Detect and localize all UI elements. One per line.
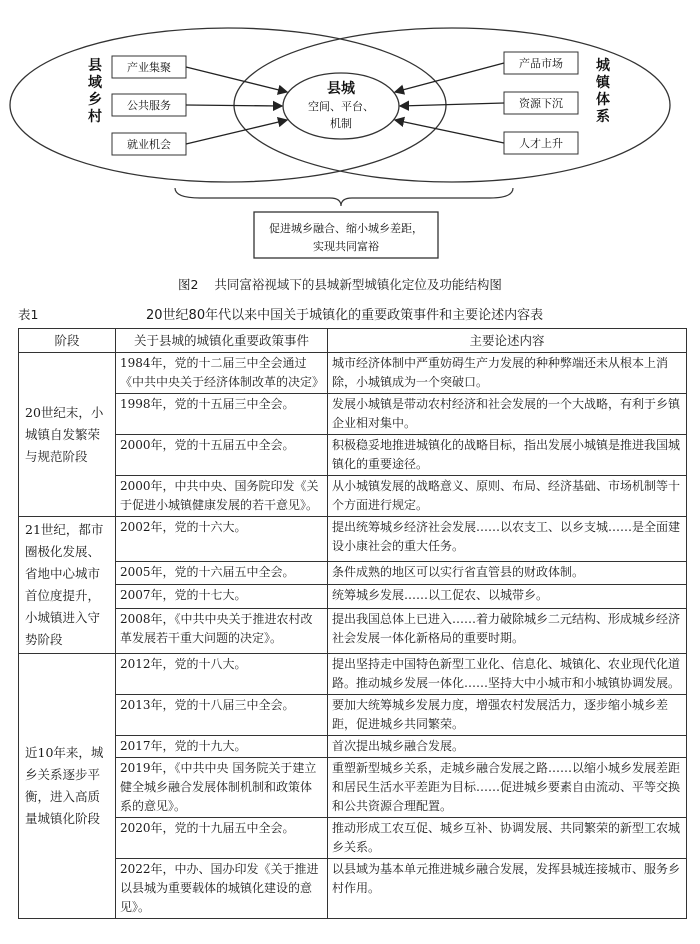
content-cell: 城市经济体制中严重妨碍生产力发展的种种弊端还未从根本上消除，小城镇成为一个突破口。 — [328, 353, 687, 394]
arrow-left-1 — [186, 67, 287, 92]
county-town-structure-diagram — [0, 0, 700, 290]
event-cell: 2017年，党的十九大。 — [116, 736, 328, 758]
table-row — [19, 654, 687, 695]
center-sub1: 空间、平台、 — [308, 100, 374, 113]
content-cell: 首次提出城乡融合发展。 — [328, 736, 687, 758]
table-row — [19, 517, 687, 562]
content-cell: 以县域为基本单元推进城乡融合发展，发挥县城连接城市、服务乡村作用。 — [328, 859, 687, 919]
right-box-1-label: 产品市场 — [519, 57, 563, 70]
arrow-right-3 — [395, 120, 504, 143]
table-row — [19, 818, 687, 859]
table-row — [19, 859, 687, 919]
arrow-right-2 — [400, 103, 504, 106]
event-cell: 2007年，党的十七大。 — [116, 585, 328, 609]
table-row — [19, 561, 687, 585]
figure-number: 图2 — [178, 277, 199, 292]
event-cell: 2012年，党的十八大。 — [116, 654, 328, 695]
right-box-3-label: 人才上升 — [519, 137, 563, 150]
center-title: 县城 — [327, 81, 355, 97]
event-cell: 1998年，党的十五届三中全会。 — [116, 394, 328, 435]
event-cell: 2002年，党的十六大。 — [116, 517, 328, 562]
center-sub2: 机制 — [330, 117, 352, 130]
event-cell: 2008年，《中共中央关于推进农村改革发展若干重大问题的决定》。 — [116, 609, 328, 654]
arrow-left-2 — [186, 105, 282, 106]
table-row — [19, 695, 687, 736]
table-row — [19, 394, 687, 435]
stage-cell: 20世纪末，小城镇自发繁荣与规范阶段 — [19, 353, 116, 517]
table-row — [19, 435, 687, 476]
event-cell: 1984年，党的十二届三中全会通过《中共中央关于经济体制改革的决定》 — [116, 353, 328, 394]
table-row — [19, 476, 687, 517]
content-cell: 条件成熟的地区可以实行省直管县的财政体制。 — [328, 561, 687, 585]
left-box-2-label: 公共服务 — [127, 99, 171, 112]
left-side-label: 县域乡村 — [88, 58, 102, 125]
figure-title: 共同富裕视域下的县城新型城镇化定位及功能结构图 — [214, 277, 502, 292]
event-cell: 2000年，中共中央、国务院印发《关于促进小城镇健康发展的若干意见》。 — [116, 476, 328, 517]
left-box-3-label: 就业机会 — [127, 138, 171, 151]
policy-events-table — [18, 328, 687, 919]
event-cell: 2022年，中办、国办印发《关于推进以县城为重要载体的城镇化建设的意见》。 — [116, 859, 328, 919]
content-cell: 从小城镇发展的战略意义、原则、布局、经济基础、市场机制等十个方面进行规定。 — [328, 476, 687, 517]
table-row — [19, 609, 687, 654]
content-cell: 要加大统筹城乡发展力度，增强农村发展活力，逐步缩小城乡差距，促进城乡共同繁荣。 — [328, 695, 687, 736]
header-content: 主要论述内容 — [328, 329, 687, 353]
arrow-right-1 — [395, 63, 504, 92]
content-cell: 提出坚持走中国特色新型工业化、信息化、城镇化、农业现代化道路。推动城乡发展一体化……坚持大中小城市和小城镇协调发展。 — [328, 654, 687, 695]
table-row — [19, 353, 687, 394]
table-row — [19, 758, 687, 818]
event-cell: 2019年，《中共中央 国务院关于建立健全城乡融合发展体制机制和政策体系的意见》。 — [116, 758, 328, 818]
header-stage: 阶段 — [19, 329, 116, 353]
outcome-line1: 促进城乡融合、缩小城乡差距， — [269, 222, 423, 235]
event-cell: 2005年，党的十六届五中全会。 — [116, 561, 328, 585]
content-cell: 积极稳妥地推进城镇化的战略目标，指出发展小城镇是推进我国城镇化的重要途径。 — [328, 435, 687, 476]
content-cell: 发展小城镇是带动农村经济和社会发展的一个大战略，有利于乡镇企业相对集中。 — [328, 394, 687, 435]
right-side-label: 城镇体系 — [596, 58, 610, 125]
left-box-1-label: 产业集聚 — [127, 61, 171, 74]
stage-cell: 近10年来，城乡关系逐步平衡，进入高质量城镇化阶段 — [19, 654, 116, 919]
header-event: 关于县城的城镇化重要政策事件 — [116, 329, 328, 353]
table-header-row — [19, 329, 687, 353]
stage-cell: 21世纪，都市圈极化发展、省地中心城市首位度提升，小城镇进入守势阶段 — [19, 517, 116, 654]
content-cell: 统筹城乡发展……以工促农、以城带乡。 — [328, 585, 687, 609]
figure-caption — [178, 275, 502, 293]
content-cell: 提出统筹城乡经济社会发展……以农支工、以乡支城……是全面建设小康社会的重大任务。 — [328, 517, 687, 562]
table-label: 表1 — [18, 307, 39, 322]
event-cell: 2020年，党的十九届五中全会。 — [116, 818, 328, 859]
content-cell: 推动形成工农互促、城乡互补、协调发展、共同繁荣的新型工农城乡关系。 — [328, 818, 687, 859]
table-row — [19, 736, 687, 758]
brace — [175, 188, 513, 206]
arrow-left-3 — [186, 120, 287, 144]
event-cell: 2000年，党的十五届五中全会。 — [116, 435, 328, 476]
right-box-2-label: 资源下沉 — [519, 97, 563, 110]
content-cell: 提出我国总体上已进入……着力破除城乡二元结构、形成城乡经济社会发展一体化新格局的重要时期。 — [328, 609, 687, 654]
table-title: 20世纪80年代以来中国关于城镇化的重要政策事件和主要论述内容表 — [146, 308, 544, 323]
event-cell: 2013年，党的十八届三中全会。 — [116, 695, 328, 736]
table-row — [19, 585, 687, 609]
content-cell: 重塑新型城乡关系，走城乡融合发展之路……以缩小城乡发展差距和居民生活水平差距为目标……促进城乡要素自由流动、平等交换和公共资源合理配置。 — [328, 758, 687, 818]
outcome-line2: 实现共同富裕 — [313, 240, 379, 253]
